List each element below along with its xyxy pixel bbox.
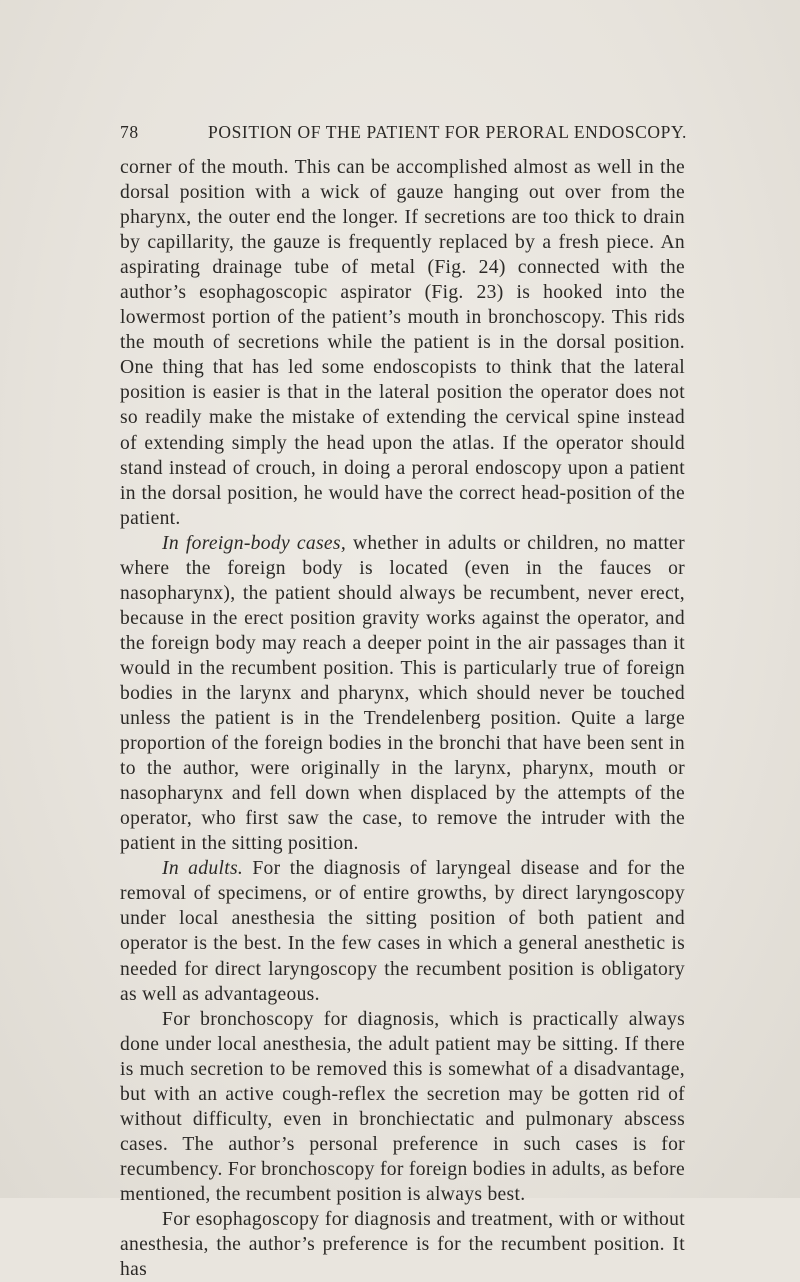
paragraph-in-adults: [120, 856, 685, 1006]
paragraph-esophagoscopy: [120, 1207, 685, 1282]
paragraph-text: corner of the mouth. This can be accomplished almost as well in the dorsal position with a wick of gauze hanging out over from the pharynx, the outer end the longer. If secretions are too thick to drain by capillarity, the gauze is frequently replaced by a fresh piece. An aspirating drainage tube of metal (Fig. 24) connected with the author’s esophagoscopic aspirator (Fig. 23) is hooked into the lowermost portion of the patient’s mouth in bronchoscopy. This rids the mouth of secretions while the patient is in the dorsal position. One thing that has led some endoscopists to think that the lateral position is easier is that in the lateral position the operator does not so readily make the mistake of extending the cervical spine instead of extending simply the head upon the atlas. If the operator should stand instead of crouch, in doing a peroral endoscopy upon a patient in the dorsal position, he would have the correct head-position of the patient.: [120, 157, 685, 529]
paragraph-text: whether in adults or children, no matter where the foreign body is located (even in the fauces or nasopharynx), the patient should always be recumbent, never erect, because in the erect position gravity works against the operator, and the foreign body may reach a deeper point in the air passages than it would in the recumbent position. This is particularly true of foreign bodies in the larynx and pharynx, which should never be touched unless the patient is in the Trendelenberg position. Quite a large proportion of the foreign bodies in the bronchi that have been sent in to the author, were originally in the larynx, pharynx, mouth or nasopharynx and fell down when displaced by the attempts of the operator, who first saw the case, to remove the intruder with the patient in the sitting position.: [120, 532, 686, 855]
paragraph-text: For bronchoscopy for diagnosis, which is practically always done under local anesthesia, the adult patient may be sitting. If there is much secretion to be removed this is somewhat of a disadvantage, but with an active cough-reflex the secretion may be gotten rid of without difficulty, even in bronchiectatic and pulmonary abscess cases. The author’s personal preference in such cases is for recumbency. For bronchoscopy for foreign bodies in adults, as before mentioned, the recumbent position is always best.: [120, 1008, 685, 1205]
paragraph-foreign-body-cases: [120, 531, 685, 857]
page-number: 78: [120, 122, 139, 142]
running-head: [120, 122, 700, 148]
paragraph-text: For esophagoscopy for diagnosis and treatment, with or without anesthesia, the author’s preference is for the recumbent position. It has: [120, 1208, 685, 1281]
running-title: POSITION OF THE PATIENT FOR PERORAL ENDOSCOPY.: [208, 122, 687, 142]
paragraph-bronchoscopy: [120, 1007, 685, 1207]
body-text: [120, 155, 685, 1282]
paragraph-text: For the diagnosis of laryngeal disease and for the removal of specimens, or of entire growths, by direct laryngoscopy under local anesthesia the sitting position of both patient and operator is the best. In the few cases in which a general anesthetic is needed for direct laryngoscopy the recumbent position is obligatory as well as advantageous.: [120, 858, 685, 1005]
paragraph-lead-italic: In foreign-body cases,: [162, 532, 347, 554]
paragraph-lead-italic: In adults.: [162, 858, 244, 880]
paragraph-continuation: [120, 155, 685, 531]
